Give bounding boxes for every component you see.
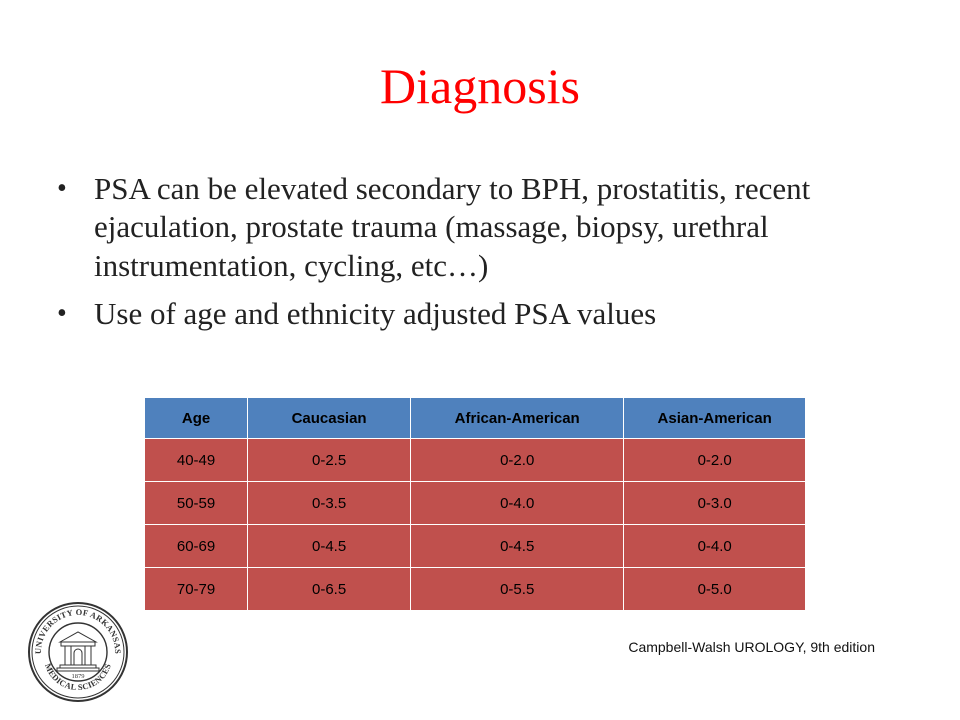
seal-year: 1879 — [71, 673, 85, 680]
table-cell: 60-69 — [145, 525, 248, 568]
header-caucasian: Caucasian — [248, 398, 411, 439]
bullet-item — [56, 295, 916, 333]
header-asian-american: Asian-American — [624, 398, 806, 439]
bullet-text: Use of age and ethnicity adjusted PSA values — [94, 296, 657, 332]
bullet-item — [56, 170, 916, 285]
table-cell: 0-3.0 — [624, 482, 806, 525]
table-cell: 70-79 — [145, 568, 248, 611]
table-cell: 0-2.0 — [411, 439, 624, 482]
bullet-text: PSA can be elevated secondary to BPH, prostatitis, recent ejaculation, prostate trauma (massage, biopsy, urethral instrumentation, cycling, etc…) — [94, 171, 811, 283]
table-cell: 0-4.5 — [411, 525, 624, 568]
table-header-row — [145, 398, 806, 439]
psa-reference-table — [144, 397, 806, 611]
table-row — [145, 482, 806, 525]
table-cell: 0-4.0 — [624, 525, 806, 568]
table-row — [145, 525, 806, 568]
slide-title: Diagnosis — [380, 58, 580, 114]
bullet-dot-icon: • — [57, 298, 67, 330]
table-cell: 0-2.0 — [624, 439, 806, 482]
university-seal-icon — [27, 601, 129, 703]
bullet-list — [56, 170, 916, 344]
table-cell: 40-49 — [145, 439, 248, 482]
header-age: Age — [145, 398, 248, 439]
table-cell: 0-5.0 — [624, 568, 806, 611]
table-cell: 0-5.5 — [411, 568, 624, 611]
bullet-dot-icon: • — [57, 173, 67, 204]
citation: Campbell-Walsh UROLOGY, 9th edition — [628, 639, 875, 655]
table-cell: 50-59 — [145, 482, 248, 525]
table-cell: 0-4.5 — [248, 525, 411, 568]
seal-text-bottom: MEDICAL SCIENCES — [43, 662, 113, 693]
table-row — [145, 568, 806, 611]
table-cell: 0-6.5 — [248, 568, 411, 611]
header-african-american: African-American — [411, 398, 624, 439]
seal-text-top: UNIVERSITY OF ARKANSAS — [33, 607, 123, 655]
table-cell: 0-4.0 — [411, 482, 624, 525]
table-cell: 0-2.5 — [248, 439, 411, 482]
table-row — [145, 439, 806, 482]
table-cell: 0-3.5 — [248, 482, 411, 525]
